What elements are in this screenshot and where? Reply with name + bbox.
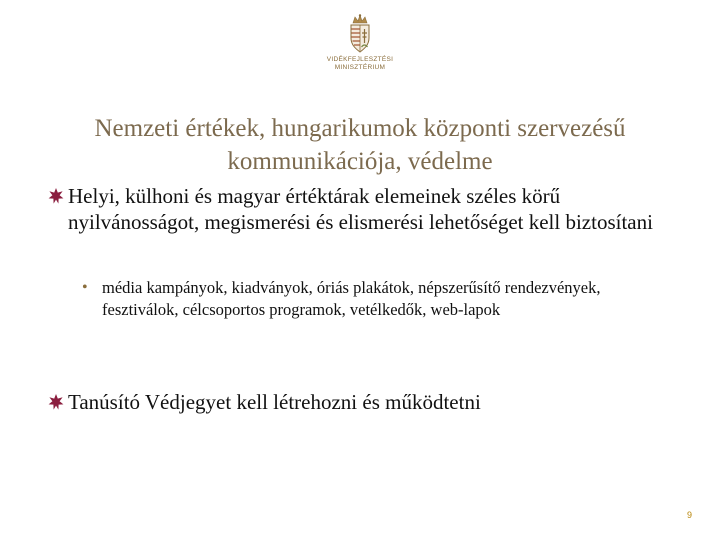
ministry-name-line1: VIDÉKFEJLESZTÉSI xyxy=(326,56,394,63)
sub-bullet-text: média kampányok, kiadványok, óriás plakátok, népszerűsítő rendezvények, fesztiválok, célcsoportos programok, vetélkedők, web-lapok xyxy=(102,278,601,319)
ministry-name xyxy=(318,56,402,72)
dot-bullet-icon: • xyxy=(82,279,88,296)
bullet-text-1: Helyi, külhoni és magyar értéktárak elemeinek széles körű nyilvánosságot, megismerési és elismerési lehetőséget kell biztosítani xyxy=(68,184,653,234)
slide-title-line1: Nemzeti értékek, hungarikumok központi szervezésű xyxy=(94,115,626,142)
slide-title xyxy=(40,112,680,178)
bullet-item-1 xyxy=(48,183,668,235)
burst-bullet-icon xyxy=(48,394,64,410)
bullet-text-2: Tanúsító Védjegyet kell létrehozni és működtetni xyxy=(68,390,481,414)
ministry-name-line2: MINISZTÉRIUM xyxy=(334,64,386,71)
coat-of-arms-icon xyxy=(348,14,372,54)
page-number: 9 xyxy=(686,510,692,520)
ministry-logo xyxy=(318,14,402,84)
slide-title-line2: kommunikációja, védelme xyxy=(227,148,493,175)
burst-bullet-icon xyxy=(48,188,64,204)
bullet-item-2 xyxy=(48,389,668,415)
sub-bullet-item xyxy=(82,277,672,321)
